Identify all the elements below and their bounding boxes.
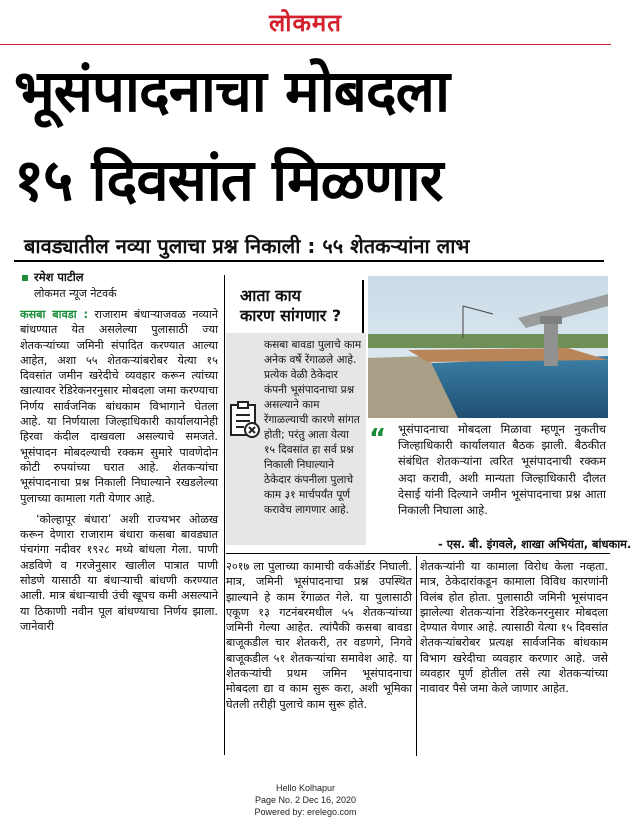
box-title-divider — [362, 280, 364, 340]
masthead-divider — [0, 44, 611, 45]
dateline: कसबा बावडा : — [20, 308, 88, 321]
middle-column: २०१७ ला पुलाच्या कामाची वर्कऑर्डर निघाली. मात्र, जमिनी भूसंपादनाचा प्रश्न उपस्थित झाल्याने हे काम रेंगाळत गेले. या पुलासाठी एकूण १३ गटनंबरमधील ५५ शेतकऱ्यांच्या जमिनी गेल्या आहेत. त्यांपैकी कसबा बावडा बाजूकडील चार शेतकरी, तर वडणगे, निगवे बाजूकडील ५१ शेतकऱ्यांचा समावेश आहे. या शेतकऱ्यांची प्रथम जमिन भूसंपादनाचा मोबदला द्या व काम सुरू करा, अशी भूमिका घेतली तरीही पुलाचे काम सुरू होते. — [226, 560, 412, 711]
headline-line-1: भूसंपादनाचा मोबदला — [14, 57, 449, 125]
box-text: कसबा बावडा पुलाचे काम अनेक वर्षे रेंगाळले आहे. प्रत्येक वेळी ठेकेदार कंपनी भूसंपादनाचा प्रश्न असल्याने काम रेंगाळल्याची कारणे सांगत होती; परंतु आता येत्या १५ दिवसांत हा सर्व प्रश्न निकाली निघाल्याने ठेकेदार कंपनीला पुलाचे काम ३१ मार्चपर्यंत पूर्ण करावेच लागणार आहे. — [264, 339, 362, 516]
byline-author — [22, 270, 84, 285]
paragraph-2: ‘कोल्हापूर बंधारा’ अशी राज्यभर ओळख करून देणारा राजाराम बंधारा कसबा बावड्यात पंचगंगा नदीवर १९२८ मध्ये बांधला गेला. पाणी अडविणे व गरजेनुसार खालील पात्रात पाणी सोडणे यासाठी या बंधाऱ्याची बांधणी करण्यात आली. मात्र बंधाऱ्याची उंची खूपच कमी असल्याने या ठिकाणी नवीन पूल बांधण्याचा निर्णय झाला. जानेवारी — [20, 512, 218, 633]
clipboard-x-icon — [228, 400, 262, 440]
bridge-photo — [368, 276, 608, 418]
box-title-line-1: आता काय — [240, 286, 301, 305]
bullet-square-icon — [22, 275, 28, 281]
quote-icon: “ — [369, 424, 387, 454]
right-column: शेतकऱ्यांनी या कामाला विरोध केला नव्हता. मात्र, ठेकेदारांकडून कामाला विविध कारणांनी विलंब होत होता. पुलासाठी जमिनी भूसंपादन झालेल्या शेतकऱ्यांना रेडिरेकनरनुसार मोबदला देण्यात येणार आहे. त्यासाठी येत्या १५ दिवसांत शेतकऱ्यांबरोबर प्रत्यक्ष सार्वजनिक बांधकाम विभाग खरेदीचा व्यवहार करणार आहे. जसे व्यवहार पूर्ण होतील तसे त्या शेतकऱ्यांच्या नावावर पैसे जमा केले जाणार आहेत. — [420, 560, 608, 696]
column-divider-right — [416, 556, 417, 756]
lower-section-rule — [226, 553, 610, 554]
column-divider-left — [224, 275, 225, 755]
quote-attribution: - एस. बी. इंगवले, शाखा अभियंता, बांधकाम. — [438, 537, 631, 551]
footer-edition: Hello Kolhapur — [275, 783, 336, 793]
footer-powered-by: Powered by: erelego.com — [254, 807, 357, 817]
author-name: रमेश पाटील — [34, 270, 84, 284]
subheadline: बावड्यातील नव्या पुलाचा प्रश्न निकाली : ५५ शेतकऱ्यांना लाभ — [24, 234, 470, 258]
box-title-line-2: कारण सांगणार ? — [240, 306, 342, 325]
footer-page: Page No. 2 Dec 16, 2020 — [254, 795, 357, 805]
paragraph-1 — [20, 307, 218, 506]
newspaper-logo: लोकमत — [269, 9, 342, 37]
headline-rule — [14, 260, 604, 262]
official-quote: भूसंपादनाचा मोबदला मिळावा म्हणून नुकतीच जिल्हाधिकारी कार्यालयात बैठक झाली. बैठकीत संबंधित शेतकऱ्यांना त्वरित भूसंपादनाची रक्कम अदा करावी, अशी मान्यता जिल्हाधिकारी दौलत देसाई यांनी दिल्याने जमीन भूसंपादनाचा प्रश्न आता निकाली निघाला आहे. — [398, 422, 606, 518]
headline-line-2: १५ दिवसांत मिळणार — [14, 146, 443, 214]
box-title — [240, 286, 341, 326]
masthead — [0, 0, 611, 46]
left-column — [20, 307, 218, 634]
byline-agency: लोकमत न्यूज नेटवर्क — [34, 287, 117, 300]
paragraph-1-text: राजाराम बंधाऱ्याजवळ नव्याने बांधण्यात येत असलेल्या पुलासाठी ज्या शेतकऱ्यांच्या जमिनी संपादित करण्यात आल्या आहेत, अशा ५५ शेतकऱ्यांबरोबर येत्या १५ दिवसांत जमीन खरेदीचे व्यवहार करून त्यांच्या खात्यावर रेडिरेकनरनुसार मोबदला जमा करण्याचा निर्णय सार्वजनिक बांधकाम विभागाने घेतला आहे. या निर्णयाला जिल्हाधिकारी कार्यालयानेही हिरवा कंदील दाखवला असल्याचे समजते. भूसंपादन मोबदल्याची रक्कम सुमारे पावणेदोन कोटी रुपयांच्या घरात आहे. शेतकऱ्यांचा भूसंपादनाचा प्रश्न निकाली निघाल्याने रखडलेल्या पुलाच्या कामाला गती येणार आहे. — [20, 308, 218, 505]
